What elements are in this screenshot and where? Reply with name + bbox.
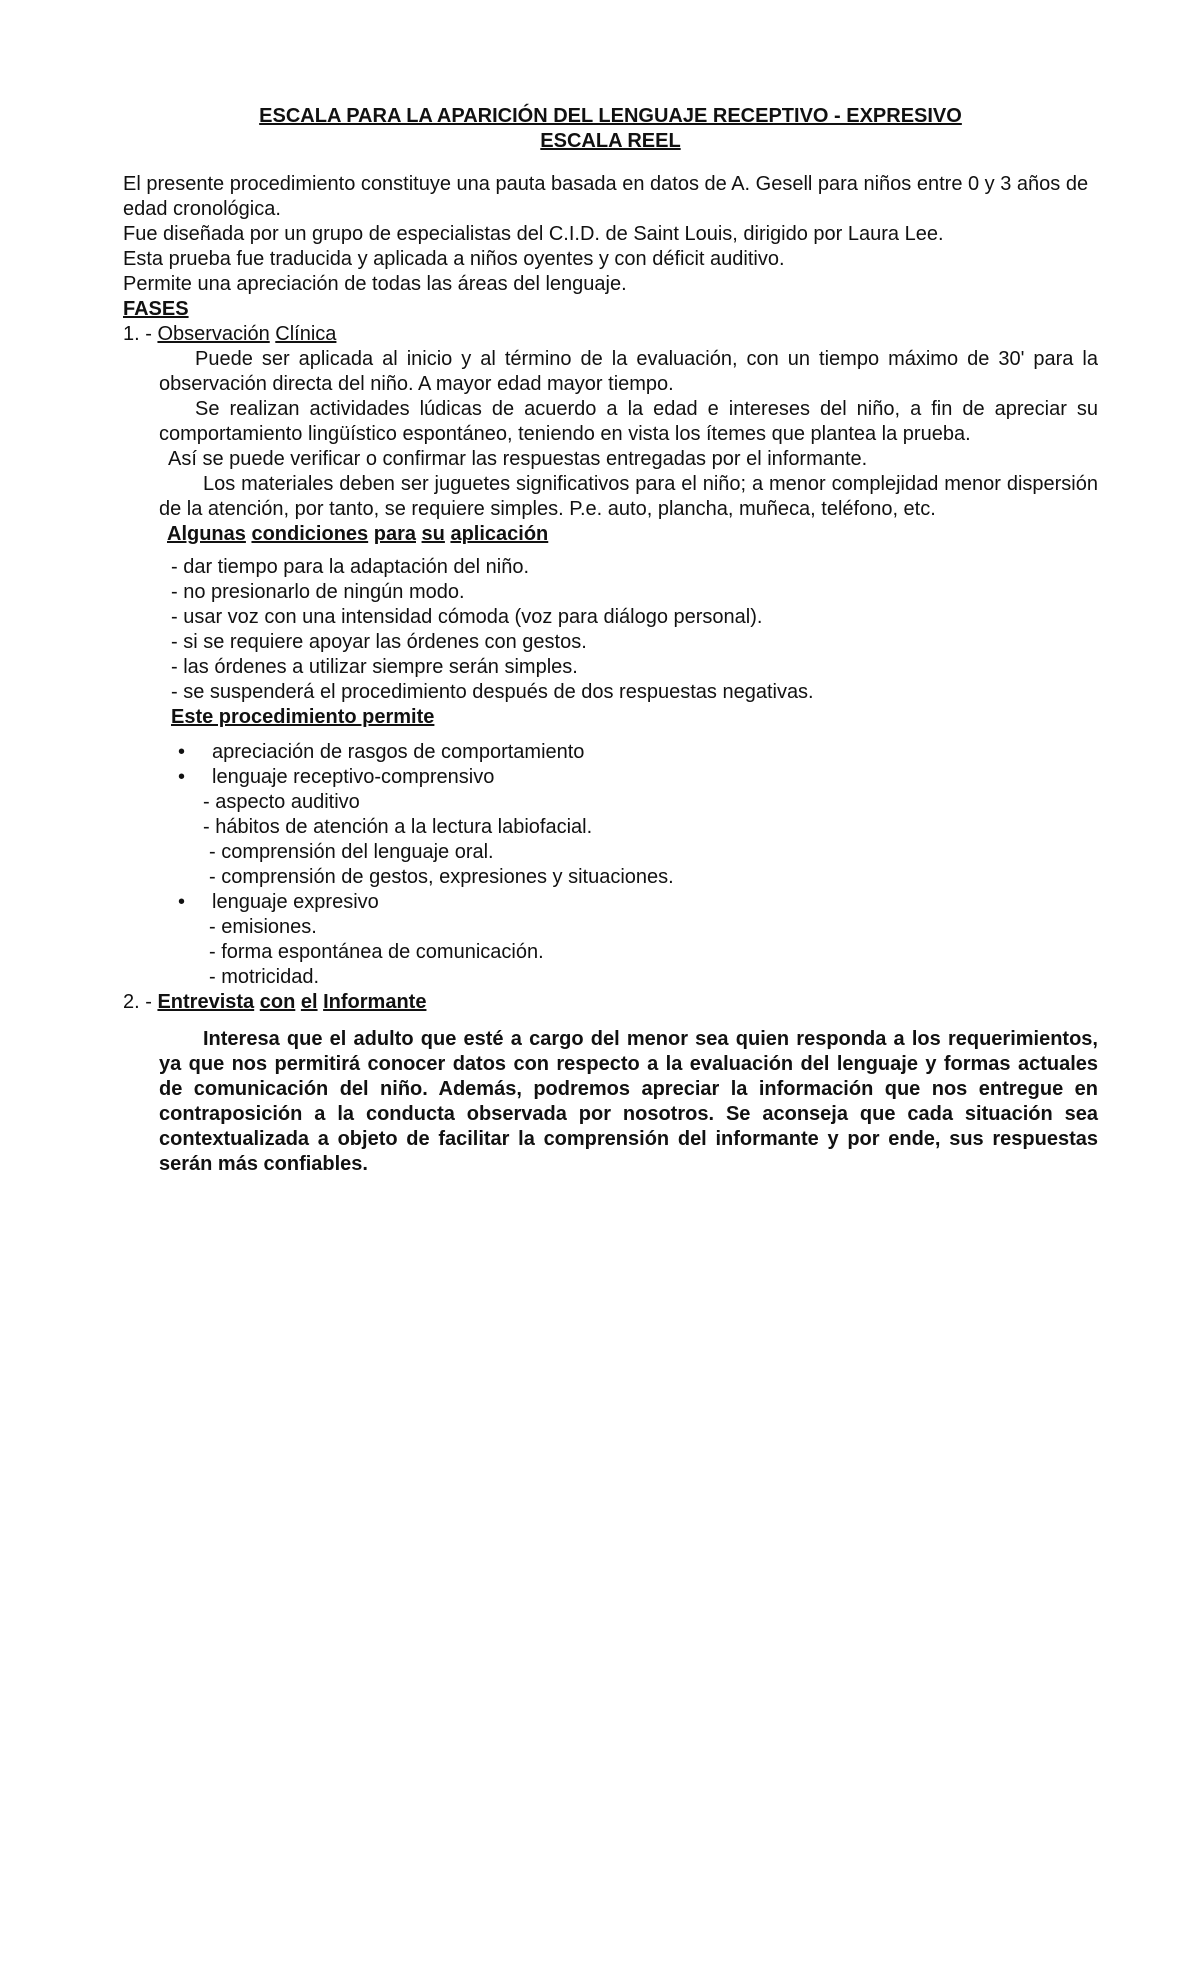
list-item: - se suspenderá el procedimiento después de dos respuestas negativas. xyxy=(171,681,814,703)
intro-paragraph: Fue diseñada por un grupo de especialistas del C.I.D. de Saint Louis, dirigido por Laura Lee. xyxy=(123,223,944,245)
list-item: - dar tiempo para la adaptación del niño. xyxy=(171,556,530,578)
conditions-heading: Algunas condiciones para su aplicación xyxy=(167,523,549,545)
fase1-paragraph: Puede ser aplicada al inicio y al término de la evaluación, con un tiempo máximo de 30' para la observación directa del niño. A mayor edad mayor tiempo. xyxy=(159,348,1098,395)
fase2-heading: 2. - Entrevista con el Informante xyxy=(123,991,427,1013)
fase1-paragraph: Así se puede verificar o confirmar las respuestas entregadas por el informante. xyxy=(168,448,868,470)
title-line-2: ESCALA REEL xyxy=(540,130,681,152)
intro-section xyxy=(123,172,1098,297)
fase1-heading xyxy=(123,322,1098,347)
list-subitem: - emisiones. xyxy=(209,916,317,938)
fase1-title-word: Clínica xyxy=(275,323,337,345)
intro-paragraph: Permite una apreciación de todas las áreas del lenguaje. xyxy=(123,273,627,295)
list-subitem: - forma espontánea de comunicación. xyxy=(209,941,544,963)
list-item: - usar voz con una intensidad cómoda (voz para diálogo personal). xyxy=(171,606,763,628)
fases-heading: FASES xyxy=(123,298,189,320)
list-item: • lenguaje expresivo xyxy=(123,890,1098,915)
list-subitem: - comprensión del lenguaje oral. xyxy=(209,841,494,863)
conditions-list xyxy=(171,555,1098,705)
list-item: - las órdenes a utilizar siempre serán simples. xyxy=(171,656,578,678)
list-item: - si se requiere apoyar las órdenes con gestos. xyxy=(171,631,587,653)
list-subitem: - motricidad. xyxy=(209,966,320,988)
fase1-title-word: Observación xyxy=(157,323,270,345)
permits-list xyxy=(123,740,1098,990)
fase1-number: 1. - xyxy=(123,323,158,345)
fase2-number: 2. - xyxy=(123,991,158,1013)
list-item: • lenguaje receptivo-comprensivo xyxy=(123,765,1098,790)
list-subitem: - comprensión de gestos, expresiones y situaciones. xyxy=(209,866,674,888)
fase2-paragraph: Interesa que el adulto que esté a cargo del menor sea quien responda a los requerimientos, ya que nos permitirá conocer datos con respecto a la evaluación del lenguaje y formas actuales de comunicación del niño. Además, podremos apreciar la información que nos entregue en contraposición a la conducta observada por nosotros. Se aconseja que cada situación sea contextualizada a objeto de facilitar la comprensión del informante y por ende, sus respuestas serán más confiables. xyxy=(159,1028,1098,1175)
document-page xyxy=(123,104,1098,1177)
fase1-paragraph: Los materiales deben ser juguetes significativos para el niño; a menor complejidad menor dispersión de la atención, por tanto, se requiere simples. P.e. auto, plancha, muñeca, teléfono, etc. xyxy=(159,473,1098,520)
list-subitem: - hábitos de atención a la lectura labiofacial. xyxy=(203,816,593,838)
fase1-paragraph: Se realizan actividades lúdicas de acuerdo a la edad e intereses del niño, a fin de apreciar su comportamiento lingüístico espontáneo, teniendo en vista los ítemes que plantea la prueba. xyxy=(159,398,1098,445)
intro-paragraph: Esta prueba fue traducida y aplicada a niños oyentes y con déficit auditivo. xyxy=(123,248,785,270)
permits-heading: Este procedimiento permite xyxy=(171,706,435,728)
list-item: - no presionarlo de ningún modo. xyxy=(171,581,465,603)
title-line-1: ESCALA PARA LA APARICIÓN DEL LENGUAJE RECEPTIVO - EXPRESIVO xyxy=(259,105,962,127)
list-item: • apreciación de rasgos de comportamiento xyxy=(123,740,1098,765)
intro-paragraph: El presente procedimiento constituye una pauta basada en datos de A. Gesell para niños entre 0 y 3 años de edad cronológica. xyxy=(123,173,1089,220)
list-subitem: - aspecto auditivo xyxy=(203,791,360,813)
